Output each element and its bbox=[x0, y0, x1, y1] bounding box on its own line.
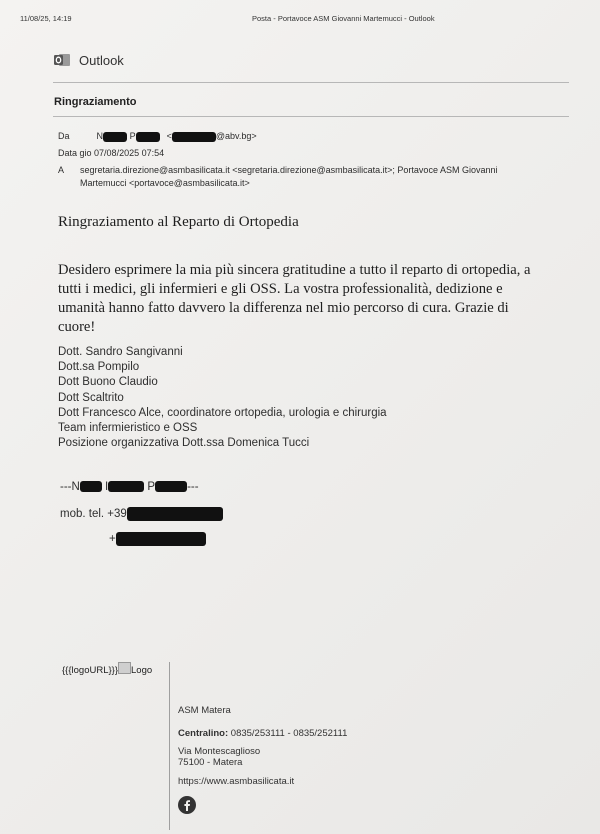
redaction bbox=[80, 481, 102, 492]
signature-prefix: ---N bbox=[60, 481, 80, 493]
from-row bbox=[58, 131, 257, 142]
body-paragraph bbox=[58, 261, 531, 337]
website-link[interactable]: https://www.asmbasilicata.it bbox=[178, 776, 295, 787]
date-value: gio 07/08/2025 07:54 bbox=[79, 148, 165, 158]
outlook-icon bbox=[54, 53, 70, 67]
list-item: Posizione organizzativa Dott.ssa Domenica Tucci bbox=[58, 437, 310, 450]
facebook-icon[interactable] bbox=[178, 796, 196, 814]
from-email-domain: @abv.bg> bbox=[215, 131, 257, 141]
print-datetime: 11/08/25, 14:19 bbox=[20, 14, 72, 23]
date-row bbox=[58, 148, 164, 158]
body-heading: Ringraziamento al Reparto di Ortopedia bbox=[58, 214, 299, 230]
list-item: Team infermieristico e OSS bbox=[58, 422, 198, 435]
list-item: Dott.sa Pompilo bbox=[58, 361, 140, 374]
list-item: Dott Scaltrito bbox=[58, 391, 124, 404]
from-email-open: < bbox=[166, 131, 172, 141]
from-initial-2: P bbox=[129, 131, 136, 141]
address bbox=[178, 746, 260, 768]
logo-alt-text: Logo bbox=[131, 665, 153, 676]
redaction bbox=[155, 481, 187, 492]
org-name: ASM Matera bbox=[178, 705, 231, 716]
thanks-list bbox=[58, 345, 387, 451]
footer-divider bbox=[169, 662, 170, 830]
to-value-line-2[interactable]: Martemucci <portavoce@asmbasilicata.it> bbox=[80, 178, 250, 188]
from-name[interactable] bbox=[97, 131, 163, 141]
mobile-phone bbox=[60, 507, 223, 522]
signature-suffix: --- bbox=[187, 481, 199, 493]
paragraph-line: tutti i medici, gli infermieri e gli OSS. La vostra professionalità, dedizione e bbox=[58, 281, 503, 297]
redaction bbox=[172, 132, 216, 142]
paragraph-line: umanità hanno fatto davvero la differenza nel mio percorso di cura. Grazie di bbox=[58, 300, 509, 316]
switchboard-label: Centralino: bbox=[178, 728, 229, 739]
from-initial-1: N bbox=[96, 131, 104, 141]
switchboard-numbers: 0835/253111 - 0835/252111 bbox=[228, 728, 348, 739]
from-email[interactable] bbox=[167, 131, 257, 141]
broken-image-icon bbox=[118, 662, 131, 674]
mobile-label: mob. tel. +39 bbox=[60, 508, 127, 521]
redaction bbox=[108, 481, 144, 492]
print-page-title: Posta - Portavoce ASM Giovanni Martemucci - Outlook bbox=[252, 14, 435, 23]
paragraph-line: cuore! bbox=[58, 319, 96, 335]
from-label: Da bbox=[58, 131, 70, 141]
to-label: A bbox=[58, 165, 65, 175]
date-label: Data bbox=[58, 148, 78, 158]
redaction bbox=[127, 507, 223, 521]
redaction bbox=[116, 532, 206, 546]
signature-name bbox=[60, 480, 199, 495]
switchboard bbox=[178, 728, 347, 739]
logo-placeholder bbox=[62, 662, 152, 676]
logo-url-text: {{{logoURL}}} bbox=[62, 665, 119, 676]
redaction bbox=[136, 132, 160, 142]
to-value-line-1[interactable]: segretaria.direzione@asmbasilicata.it <segretaria.direzione@asmbasilicata.it>; Portavoce ASM Giovanni bbox=[80, 165, 498, 175]
list-item: Dott Buono Claudio bbox=[58, 376, 158, 389]
second-phone bbox=[109, 532, 206, 547]
app-name: Outlook bbox=[79, 53, 124, 68]
paragraph-line: Desidero esprimere la mia più sincera gratitudine a tutto il reparto di ortopedia, a bbox=[58, 262, 531, 278]
second-phone-prefix: + bbox=[109, 533, 116, 546]
signature-mid-2: P bbox=[147, 481, 156, 493]
signature-mid-1: I bbox=[105, 481, 109, 493]
address-line-2: 75100 - Matera bbox=[178, 757, 243, 768]
list-item: Dott Francesco Alce, coordinatore ortopedia, urologia e chirurgia bbox=[58, 406, 387, 419]
divider bbox=[53, 116, 569, 117]
redaction bbox=[103, 132, 127, 142]
list-item: Dott. Sandro Sangivanni bbox=[58, 346, 183, 358]
email-subject: Ringraziamento bbox=[54, 96, 137, 108]
address-line-1: Via Montescaglioso bbox=[178, 746, 261, 757]
divider bbox=[53, 82, 569, 83]
